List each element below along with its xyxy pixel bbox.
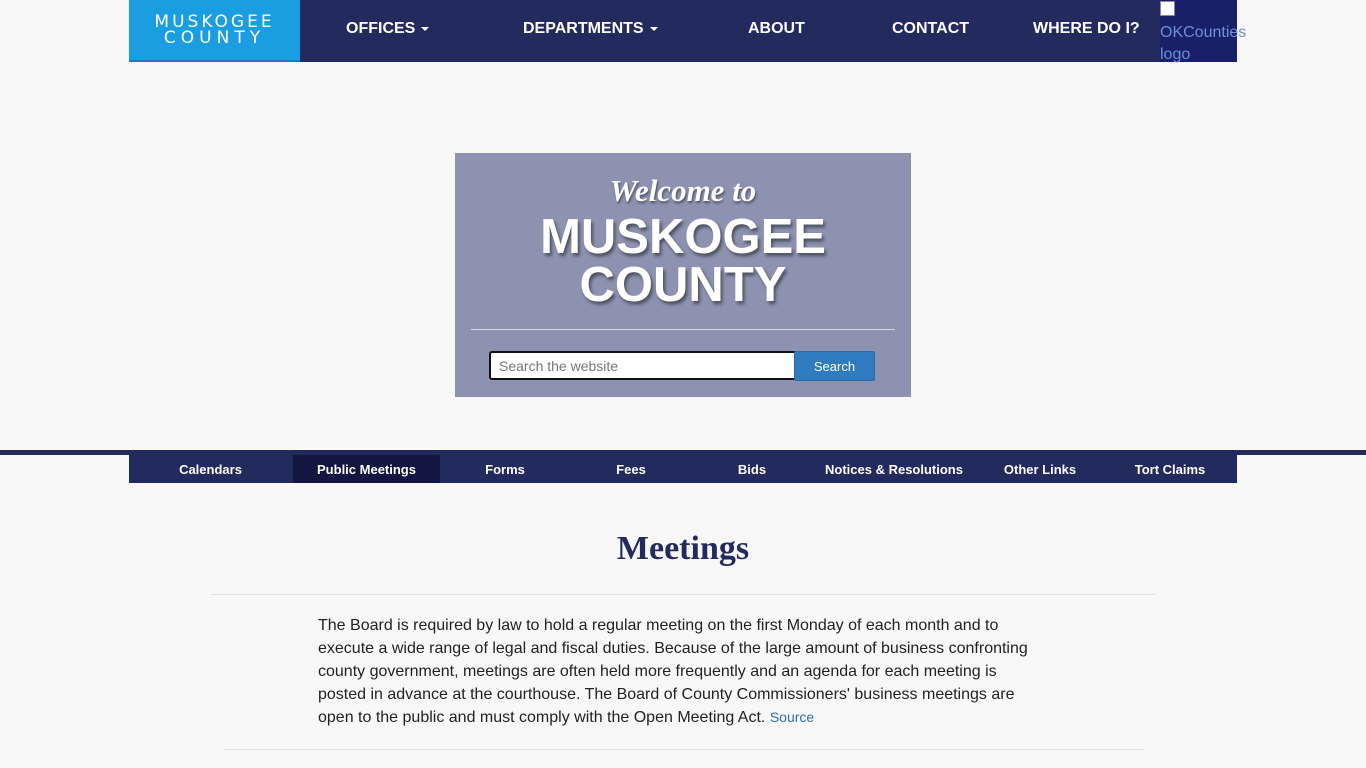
- nav-offices-label: OFFICES: [346, 20, 416, 37]
- subnav-other-links[interactable]: Other Links: [1003, 461, 1077, 477]
- nav-departments-label: DEPARTMENTS: [523, 20, 644, 37]
- site-logo[interactable]: [129, 0, 300, 62]
- logo-line-1: MUSKOGEE: [154, 12, 275, 32]
- search-button[interactable]: Search: [794, 351, 875, 381]
- meetings-description-text: The Board is required by law to hold a regular meeting on the first Monday of each month and to execute a wide range of legal and fiscal duties. Because of the large amount of business confronting county government, meetings are often held more frequently and an agenda for each meeting is posted in advance at the courthouse. The Board of County Commissioners' business meetings are open to the public and must comply with the Open Meeting Act.: [318, 617, 1028, 726]
- county-title: [455, 210, 911, 312]
- content-divider: [224, 749, 1144, 750]
- subnav-fees[interactable]: Fees: [616, 461, 646, 477]
- broken-image-icon: [1160, 1, 1175, 16]
- okcounties-logo-alt: OKCounties logo: [1160, 24, 1247, 63]
- hero-divider: [471, 329, 895, 330]
- caret-down-icon: [421, 27, 429, 31]
- logo-line-2: COUNTY: [163, 28, 266, 48]
- subnav-forms[interactable]: Forms: [485, 461, 525, 477]
- nav-where-do-i-label: WHERE DO I?: [1033, 20, 1140, 37]
- subnav-tort-claims[interactable]: Tort Claims: [1134, 461, 1206, 477]
- subnav-bids[interactable]: Bids: [737, 461, 767, 477]
- okcounties-logo[interactable]: [1160, 0, 1247, 63]
- county-title-line-1: MUSKOGEE: [540, 210, 826, 264]
- nav-offices[interactable]: [346, 0, 429, 58]
- nav-contact-label: CONTACT: [892, 20, 970, 37]
- county-title-line-2: COUNTY: [579, 258, 787, 312]
- subnav-calendars[interactable]: Calendars: [179, 461, 242, 477]
- nav-departments[interactable]: [523, 0, 658, 58]
- nav-contact[interactable]: [892, 0, 969, 58]
- source-link[interactable]: Source: [769, 709, 815, 725]
- secondary-nav: [129, 455, 1237, 483]
- page-title: Meetings: [616, 530, 750, 567]
- nav-about[interactable]: [748, 0, 805, 58]
- welcome-text: Welcome to: [609, 173, 757, 208]
- nav-where-do-i[interactable]: [1033, 0, 1140, 58]
- welcome-hero: [455, 153, 911, 397]
- title-divider: [210, 594, 1155, 595]
- caret-down-icon: [650, 27, 658, 31]
- subnav-notices-resolutions[interactable]: Notices & Resolutions: [825, 461, 963, 477]
- meetings-description: [318, 614, 1038, 729]
- subnav-public-meetings[interactable]: Public Meetings: [293, 455, 440, 483]
- top-nav: [129, 0, 1247, 63]
- nav-about-label: ABOUT: [748, 20, 805, 37]
- search-input[interactable]: [489, 351, 800, 380]
